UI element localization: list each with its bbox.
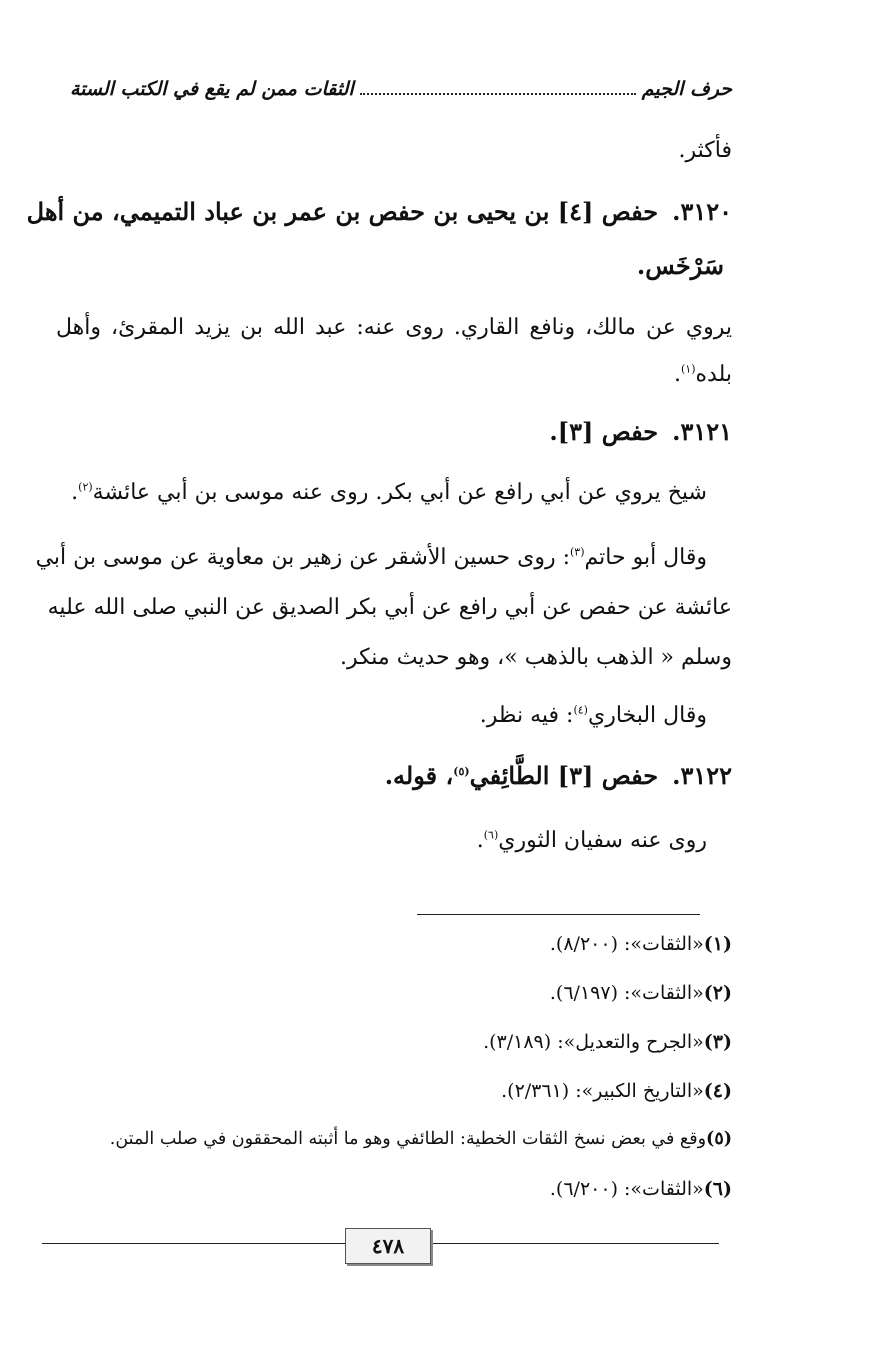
footnote-ref: (٦) <box>483 828 499 842</box>
footnote-number: (٦) <box>703 1178 732 1200</box>
page-number: ٤٧٨ <box>345 1228 431 1264</box>
footnote-text: وقع في بعض نسخ الثقات الخطية: الطائفي وهو ما أثبته المحققون في صلب المتن. <box>109 1129 707 1149</box>
footnote-ref: (٢) <box>78 480 93 494</box>
footnote-number: (٢) <box>703 982 732 1004</box>
para-text-end: . <box>71 480 79 505</box>
para-text: شيخ يروي عن أبي رافع عن أبي بكر. روى عنه موسى بن أبي عائشة <box>92 480 707 505</box>
entry-3120-body-cont <box>56 362 732 388</box>
para-text-rest: : روى حسين الأشقر عن زهير بن معاوية عن موسى بن أبي <box>35 545 570 570</box>
para-text: وقال أبو حاتم <box>584 545 707 570</box>
entry-3122-body <box>31 828 707 854</box>
para-text-rest: : فيه نظر. <box>479 703 574 728</box>
entry-3121-heading <box>56 418 732 447</box>
footnote-5 <box>110 1129 732 1150</box>
footnote-6 <box>550 1178 732 1201</box>
footnote-4 <box>501 1080 732 1103</box>
running-head <box>70 78 732 100</box>
para-text: وقال البخاري <box>587 703 707 728</box>
footnote-text: «الثقات»: (٨/٢٠٠). <box>549 933 704 955</box>
entry-number: ٣١٢٢. <box>672 761 732 790</box>
entry-3121-para2-line3: وسلم « الذهب بالذهب »، وهو حديث منكر. <box>340 645 732 670</box>
footnote-3 <box>483 1031 732 1054</box>
entry-heading-text: حفص [٣]. <box>549 417 659 446</box>
body-text-end: . <box>476 828 484 853</box>
footnote-separator <box>417 914 700 915</box>
footnote-text: «التاريخ الكبير»: (٢/٣٦١). <box>501 1080 704 1102</box>
footnote-text: «الثقات»: (٦/١٩٧). <box>549 982 704 1004</box>
entry-3121-para2-line2: عائشة عن حفص عن أبي رافع عن أبي بكر الصديق عن النبي صلى الله عليه <box>47 595 732 620</box>
continuation-text: فأكثر. <box>678 138 732 163</box>
footnote-number: (١) <box>703 933 732 955</box>
entry-3121-para3 <box>31 703 707 729</box>
footnote-ref: (٤) <box>573 703 588 717</box>
body-text-end: . <box>674 362 681 387</box>
entry-3120-heading-cont: سَرْخَس. <box>636 251 724 280</box>
footnote-ref: (١) <box>681 362 696 376</box>
footnote-2 <box>550 982 732 1005</box>
running-head-section: حرف الجيم <box>641 78 732 100</box>
entry-3121-para1 <box>31 480 707 506</box>
body-text: روى عنه سفيان الثوري <box>498 828 707 853</box>
footnote-ref: (٥) <box>453 765 470 778</box>
footnote-number: (٣) <box>703 1031 732 1053</box>
entry-3120-body: يروي عن مالك، ونافع القاري. روى عنه: عبد الله بن يزيد المقرئ، وأهل <box>56 315 732 340</box>
footnote-text: «الجرح والتعديل»: (٣/١٨٩). <box>483 1031 704 1053</box>
footnote-number: (٤) <box>703 1080 732 1102</box>
footnote-1 <box>550 933 732 956</box>
running-head-book-title: الثقات ممن لم يقع في الكتب الستة <box>70 78 354 100</box>
bottom-rule-left <box>42 1243 345 1244</box>
footnote-ref: (٣) <box>570 545 585 559</box>
entry-number: ٣١٢١. <box>672 417 732 446</box>
entry-heading-rest: ، قوله. <box>384 761 454 790</box>
entry-3120-heading <box>26 197 732 227</box>
entry-3122-heading <box>56 762 732 791</box>
bottom-rule-right <box>429 1243 719 1244</box>
footnote-number: (٥) <box>706 1129 732 1149</box>
entry-heading-text: حفص [٤] بن يحيى بن حفص بن عمر بن عباد التميمي، من أهل <box>26 197 659 226</box>
entry-number: ٣١٢٠. <box>672 197 732 226</box>
entry-3121-para2-line1 <box>35 545 707 571</box>
leader-dots <box>360 93 636 95</box>
entry-heading-text: حفص [٣] الطَّائِفي <box>469 761 659 790</box>
footnote-text: «الثقات»: (٦/٢٠٠). <box>549 1178 704 1200</box>
body-text: بلده <box>695 362 732 387</box>
